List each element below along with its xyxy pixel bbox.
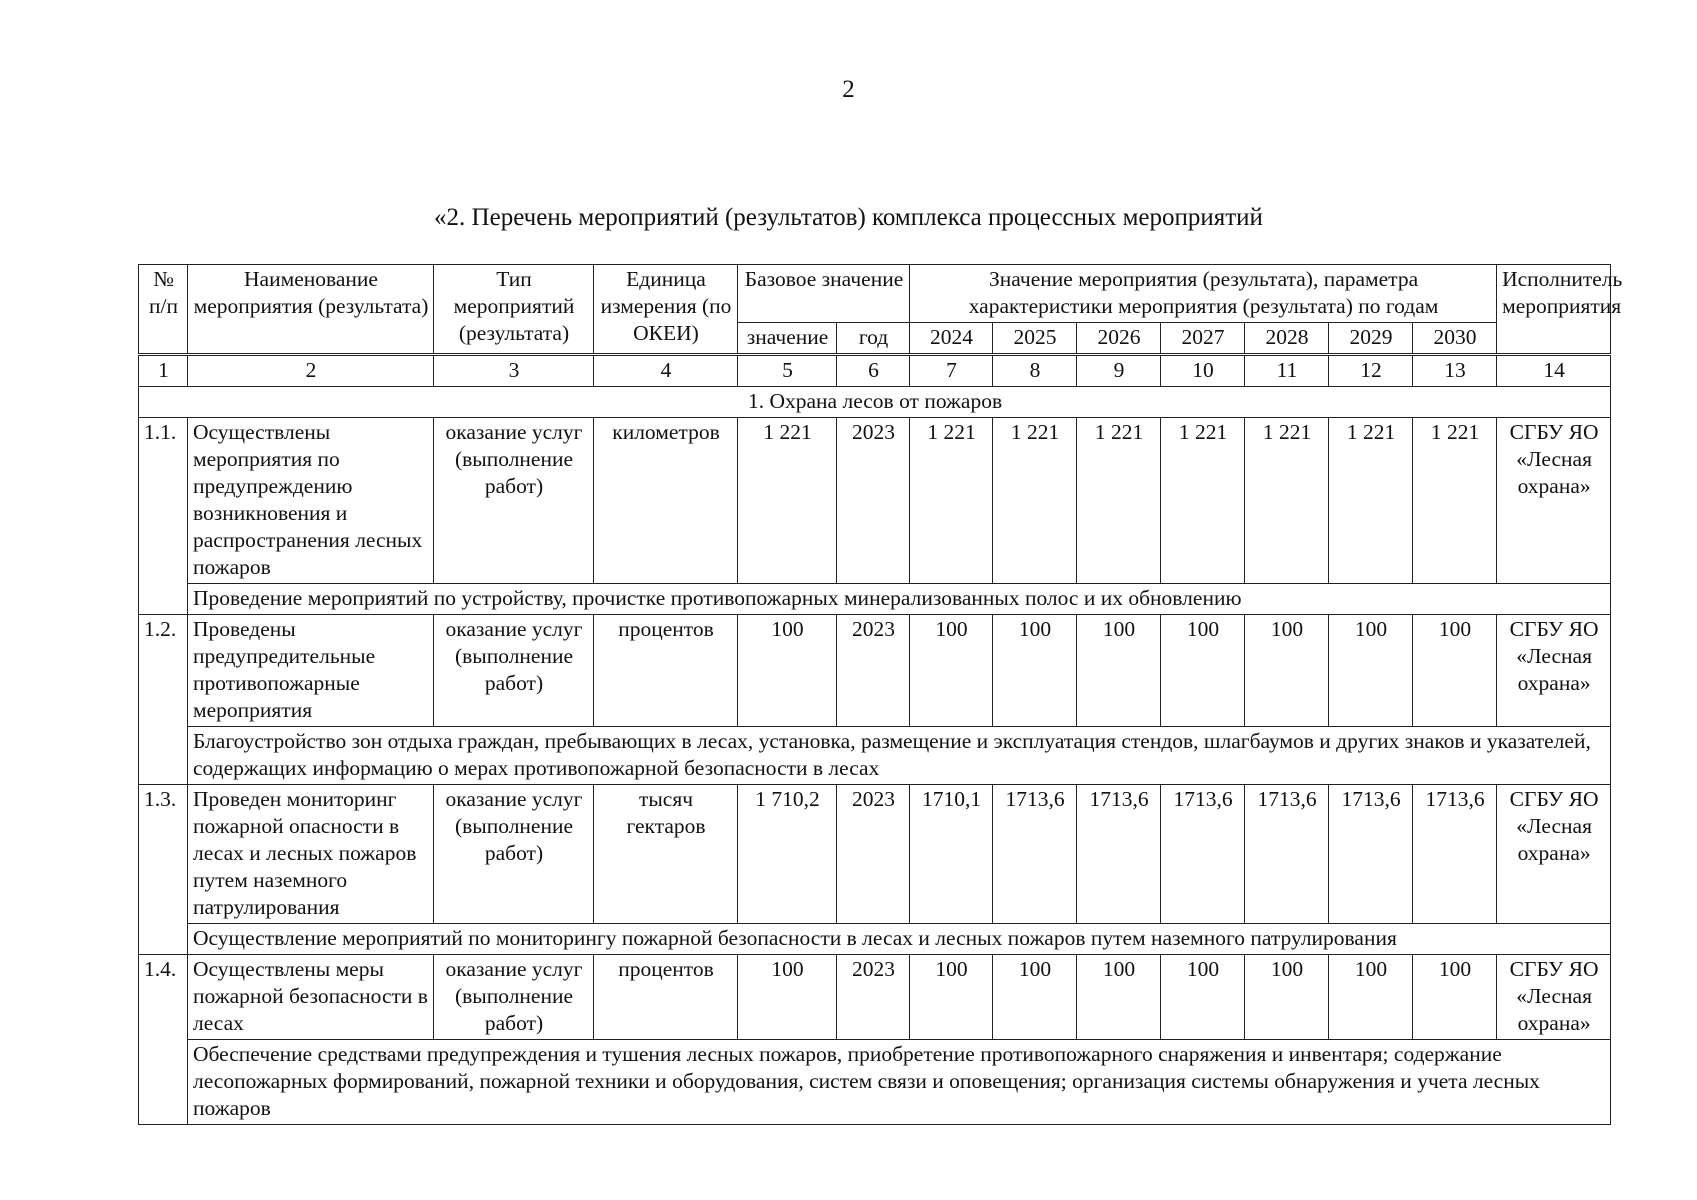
year-value: 100 <box>1161 955 1245 1040</box>
executor: СГБУ ЯО «Лесная охрана» <box>1497 785 1611 924</box>
year-value: 1 221 <box>1077 418 1161 584</box>
executor: СГБУ ЯО «Лесная охрана» <box>1497 615 1611 727</box>
column-index: 5 <box>738 355 837 387</box>
table-row <box>139 955 1611 1040</box>
base-value: 1 221 <box>738 418 837 584</box>
base-value: 1 710,2 <box>738 785 837 924</box>
column-index: 14 <box>1497 355 1611 387</box>
row-number: 1.4. <box>139 955 188 1125</box>
base-year: 2023 <box>837 615 910 727</box>
row-number: 1.2. <box>139 615 188 785</box>
year-value: 1 221 <box>1329 418 1413 584</box>
year-value: 100 <box>993 955 1077 1040</box>
section-row <box>139 387 1611 418</box>
column-index: 2 <box>188 355 434 387</box>
year-value: 100 <box>1077 955 1161 1040</box>
executor: СГБУ ЯО «Лесная охрана» <box>1497 418 1611 584</box>
header-row-1 <box>139 265 1611 323</box>
column-index: 3 <box>434 355 594 387</box>
document-title: «2. Перечень мероприятий (результатов) комплекса процессных мероприятий <box>434 204 1263 231</box>
year-value: 1713,6 <box>1413 785 1497 924</box>
table-row <box>139 785 1611 924</box>
header-base: Базовое значение <box>738 265 910 323</box>
base-value: 100 <box>738 615 837 727</box>
measure-type: оказание услуг (выполнение работ) <box>434 955 594 1040</box>
header-base-year: год <box>837 323 910 355</box>
year-value: 1713,6 <box>1161 785 1245 924</box>
year-value: 1 221 <box>1245 418 1329 584</box>
measure-unit: тысяч гектаров <box>594 785 738 924</box>
column-index: 1 <box>139 355 188 387</box>
measure-name: Осуществлены мероприятия по предупреждению возникновения и распространения лесных пожаров <box>188 418 434 584</box>
header-year: 2030 <box>1413 323 1497 355</box>
year-value: 100 <box>910 955 993 1040</box>
measure-unit: километров <box>594 418 738 584</box>
column-index: 4 <box>594 355 738 387</box>
header-year: 2028 <box>1245 323 1329 355</box>
executor: СГБУ ЯО «Лесная охрана» <box>1497 955 1611 1040</box>
column-index: 7 <box>910 355 993 387</box>
description-row <box>139 1040 1611 1125</box>
column-index: 8 <box>993 355 1077 387</box>
row-number: 1.3. <box>139 785 188 955</box>
table-row <box>139 418 1611 584</box>
column-index: 9 <box>1077 355 1161 387</box>
header-name: Наименование мероприятия (результата) <box>188 265 434 355</box>
year-value: 1 221 <box>910 418 993 584</box>
measure-type: оказание услуг (выполнение работ) <box>434 418 594 584</box>
year-value: 1713,6 <box>1077 785 1161 924</box>
measure-name: Осуществлены меры пожарной безопасности в лесах <box>188 955 434 1040</box>
year-value: 100 <box>1413 615 1497 727</box>
description-row <box>139 584 1611 615</box>
measure-description: Проведение мероприятий по устройству, прочистке противопожарных минерализованных полос и их обновлению <box>188 584 1611 615</box>
measure-unit: процентов <box>594 955 738 1040</box>
year-value: 1710,1 <box>910 785 993 924</box>
measure-description: Осуществление мероприятий по мониторингу пожарной безопасности в лесах и лесных пожаров путем наземного патрулирования <box>188 924 1611 955</box>
header-type: Тип мероприятий (результата) <box>434 265 594 355</box>
year-value: 1 221 <box>1161 418 1245 584</box>
measure-type: оказание услуг (выполнение работ) <box>434 615 594 727</box>
base-year: 2023 <box>837 418 910 584</box>
measure-name: Проведены предупредительные противопожарные мероприятия <box>188 615 434 727</box>
header-years-group: Значение мероприятия (результата), параметра характеристики мероприятия (результата) по годам <box>910 265 1497 323</box>
base-year: 2023 <box>837 785 910 924</box>
year-value: 1 221 <box>993 418 1077 584</box>
header-year: 2024 <box>910 323 993 355</box>
year-value: 1713,6 <box>1245 785 1329 924</box>
description-row <box>139 924 1611 955</box>
measure-description: Обеспечение средствами предупреждения и тушения лесных пожаров, приобретение противопожарного снаряжения и инвентаря; содержание лесопожарных формирований, пожарной техники и оборудования, систем связи и оповещения; организация системы обнаружения и учета лесных пожаров <box>188 1040 1611 1125</box>
measure-type: оказание услуг (выполнение работ) <box>434 785 594 924</box>
column-index: 13 <box>1413 355 1497 387</box>
year-value: 100 <box>1161 615 1245 727</box>
year-value: 1713,6 <box>993 785 1077 924</box>
header-year: 2029 <box>1329 323 1413 355</box>
page-number: 2 <box>842 76 855 103</box>
header-year: 2026 <box>1077 323 1161 355</box>
year-value: 100 <box>910 615 993 727</box>
header-year: 2025 <box>993 323 1077 355</box>
year-value: 1713,6 <box>1329 785 1413 924</box>
section-title: 1. Охрана лесов от пожаров <box>139 387 1611 418</box>
header-unit: Единица измерения (по ОКЕИ) <box>594 265 738 355</box>
year-value: 100 <box>1329 615 1413 727</box>
measure-description: Благоустройство зон отдыха граждан, пребывающих в лесах, установка, размещение и эксплуатация стендов, шлагбаумов и других знаков и указателей, содержащих информацию о мерах противопожарной безопасности в лесах <box>188 727 1611 785</box>
measure-unit: процентов <box>594 615 738 727</box>
measure-name: Проведен мониторинг пожарной опасности в лесах и лесных пожаров путем наземного патрулирования <box>188 785 434 924</box>
column-index: 6 <box>837 355 910 387</box>
year-value: 100 <box>1413 955 1497 1040</box>
column-index-row <box>139 355 1611 387</box>
year-value: 100 <box>1329 955 1413 1040</box>
description-row <box>139 727 1611 785</box>
column-index: 10 <box>1161 355 1245 387</box>
base-year: 2023 <box>837 955 910 1040</box>
header-year: 2027 <box>1161 323 1245 355</box>
row-number: 1.1. <box>139 418 188 615</box>
header-base-value: значение <box>738 323 837 355</box>
column-index: 11 <box>1245 355 1329 387</box>
year-value: 100 <box>1245 615 1329 727</box>
year-value: 100 <box>1077 615 1161 727</box>
year-value: 100 <box>993 615 1077 727</box>
header-executor: Исполнитель мероприятия <box>1497 265 1611 355</box>
header-num: № п/п <box>139 265 188 355</box>
measures-table <box>138 264 1623 1125</box>
column-index: 12 <box>1329 355 1413 387</box>
table-row <box>139 615 1611 727</box>
year-value: 100 <box>1245 955 1329 1040</box>
year-value: 1 221 <box>1413 418 1497 584</box>
base-value: 100 <box>738 955 837 1040</box>
